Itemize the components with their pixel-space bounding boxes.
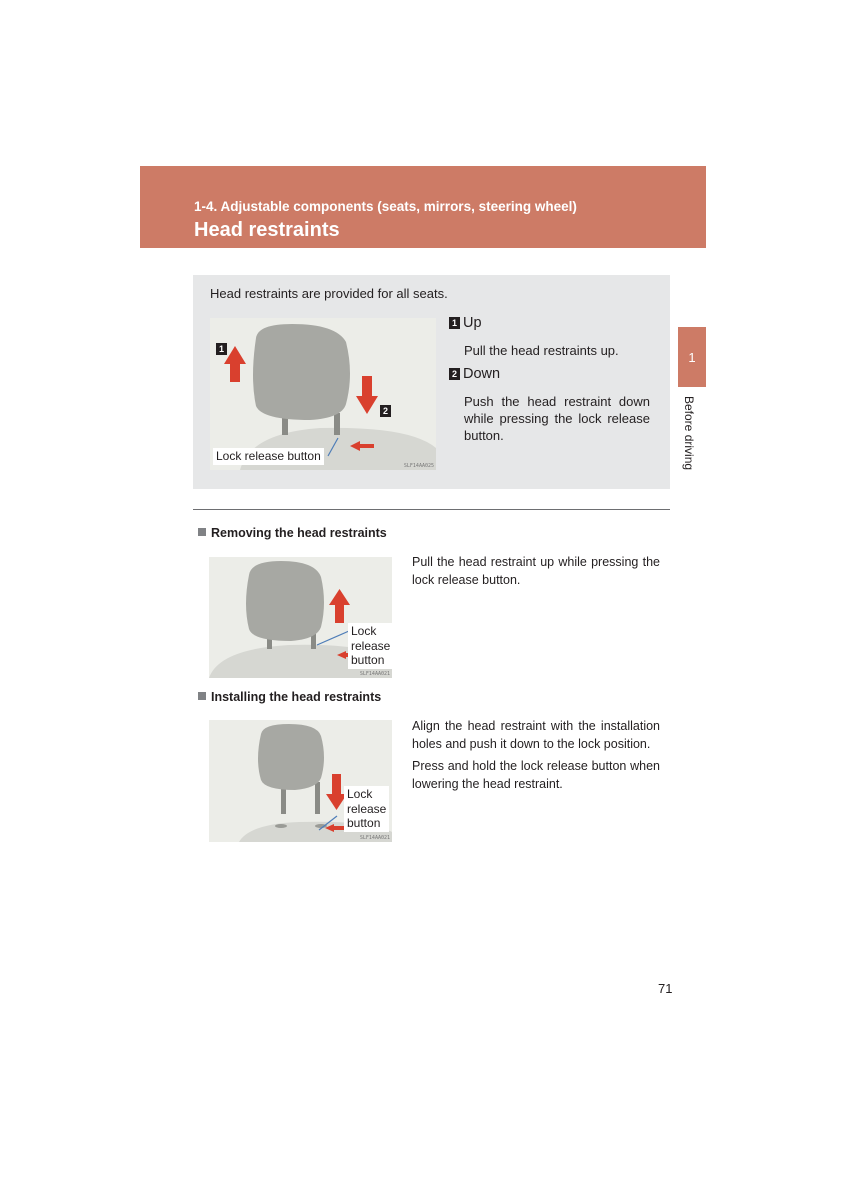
step-up-heading xyxy=(449,315,482,331)
callout-line: release xyxy=(347,801,387,816)
removing-lock-release-callout xyxy=(348,623,392,669)
section-label: 1-4. Adjustable components (seats, mirrors, steering wheel) xyxy=(194,199,577,214)
removing-heading-text: Removing the head restraints xyxy=(211,526,387,540)
intro-panel xyxy=(193,275,670,489)
figure-code: SLF14AA021 xyxy=(359,671,390,677)
step-down-body: Push the head restraint down while pressing the lock release button. xyxy=(464,394,650,443)
step-up-title: Up xyxy=(463,315,482,331)
square-bullet-icon xyxy=(198,692,206,700)
lock-release-callout: Lock release button xyxy=(213,448,324,465)
marker-up: 1 xyxy=(216,343,227,355)
chapter-tab-label: Before driving xyxy=(682,396,696,471)
figure-code: SLF14AA025 xyxy=(403,463,434,469)
step-up-body: Pull the head restraints up. xyxy=(464,343,619,358)
page-number: 71 xyxy=(658,981,673,996)
callout-line: Lock xyxy=(351,624,377,638)
installing-body-2: Press and hold the lock release button when lowering the head restraint. xyxy=(412,759,660,791)
marker-down: 2 xyxy=(380,405,391,417)
step-number-box: 1 xyxy=(449,317,460,329)
removing-body: Pull the head restraint up while pressing the lock release button. xyxy=(412,555,660,587)
callout-line: release xyxy=(351,638,391,653)
chapter-tab[interactable]: 1 xyxy=(678,327,706,387)
chapter-header xyxy=(140,166,706,248)
installing-heading xyxy=(198,690,381,704)
divider xyxy=(193,509,670,510)
callout-line: Lock xyxy=(347,787,373,801)
head-restraint-up-down-figure xyxy=(210,318,436,470)
square-bullet-icon xyxy=(198,528,206,536)
installing-body-1: Align the head restraint with the installation holes and push it down to the lock position. xyxy=(412,719,660,751)
installing-heading-text: Installing the head restraints xyxy=(211,690,382,704)
callout-line: button xyxy=(347,816,381,830)
step-down-title: Down xyxy=(463,366,501,382)
figure-code: SLF14AA021 xyxy=(359,835,390,841)
removing-heading xyxy=(198,526,387,540)
callout-line: button xyxy=(351,653,385,667)
removing-figure xyxy=(209,557,392,678)
installing-figure xyxy=(209,720,392,842)
step-down-heading xyxy=(449,366,500,382)
installing-lock-release-callout xyxy=(344,786,389,832)
step-number-box: 2 xyxy=(449,368,460,380)
page-title: Head restraints xyxy=(194,219,340,241)
intro-text: Head restraints are provided for all seats. xyxy=(210,286,448,301)
